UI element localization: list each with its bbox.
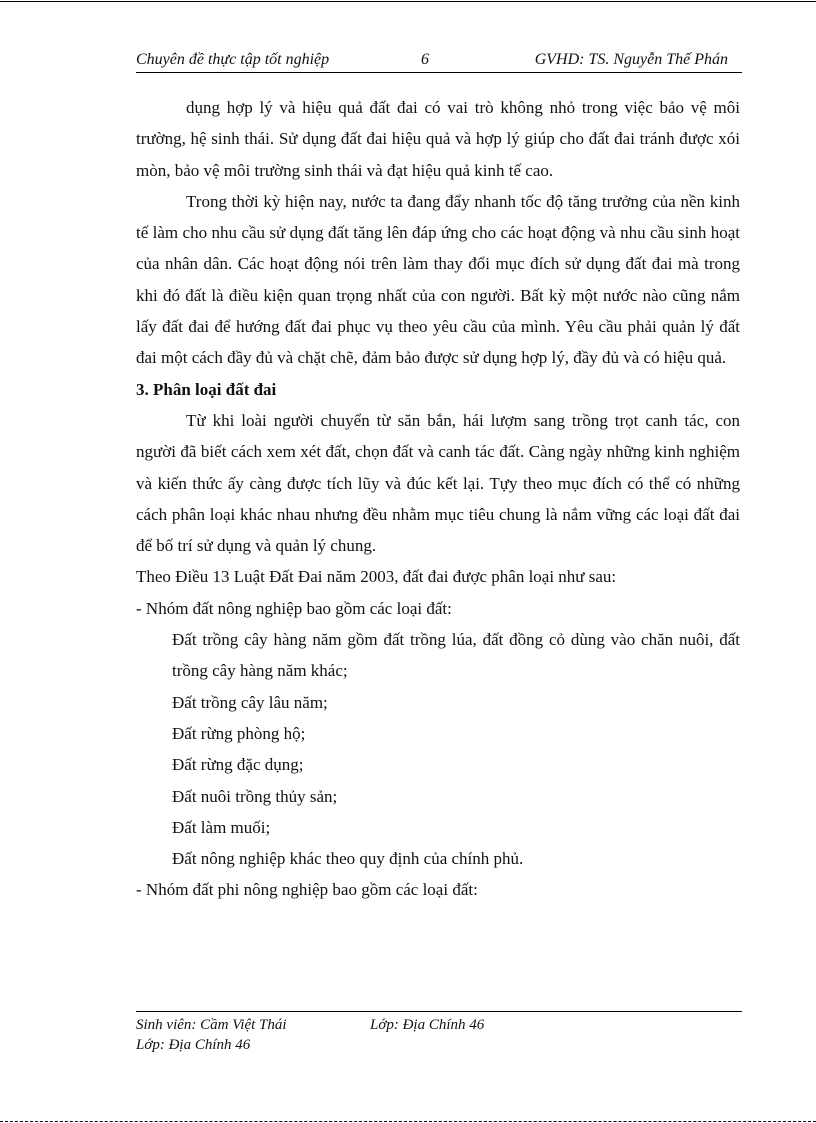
group-heading-non-agricultural: - Nhóm đất phi nông nghiệp bao gồm các loại đất: xyxy=(136,880,478,900)
footer-class: Lớp: Địa Chính 46 xyxy=(136,1037,251,1053)
footer-student: Sinh viên: Cầm Việt Thái xyxy=(136,1017,287,1033)
header-title: Chuyên đề thực tập tốt nghiệp xyxy=(136,51,330,68)
section-heading: 3. Phân loại đất đai xyxy=(136,379,277,399)
list-item: Đất nông nghiệp khác theo quy định của chính phủ. xyxy=(172,849,524,869)
paragraph-4: Theo Điều 13 Luật Đất Đai năm 2003, đất đai được phân loại như sau: xyxy=(136,567,617,587)
header-page-number: 6 xyxy=(421,51,429,68)
paragraph-3: Từ khi loài người chuyển từ săn bắn, hái lượm sang trồng trọt canh tác, con người đã biết cách xem xét đất, chọn đất và canh tác đất. Càng ngày những kinh nghiệm và kiến thức ấy càng được tích lũy và đúc kết lại. Tựy theo mục đích có thể có những cách phân loại khác nhau nhưng đều nhằm mục tiêu chung là nắm vững các loại đất đai để bố trí sử dụng và quản lý chung. xyxy=(136,410,740,556)
list-item: Đất trồng cây hàng năm gồm đất trồng lúa, đất đồng cỏ dùng vào chăn nuôi, đất trồng cây hàng năm khác; xyxy=(172,630,740,681)
list-item: Đất nuôi trồng thủy sản; xyxy=(172,786,338,806)
page-header xyxy=(136,50,742,73)
page-footer xyxy=(136,1011,742,1055)
list-item: Đất trồng cây lâu năm; xyxy=(172,692,328,712)
footer-class: Lớp: Địa Chính 46 xyxy=(370,1017,485,1033)
document-body xyxy=(136,92,740,906)
list-item: Đất rừng đặc dụng; xyxy=(172,755,304,775)
group-heading-agricultural: - Nhóm đất nông nghiệp bao gồm các loại đất: xyxy=(136,598,452,618)
page-top-border xyxy=(0,1,816,2)
paragraph-2: Trong thời kỳ hiện nay, nước ta đang đẩy nhanh tốc độ tăng trưởng của nền kinh tế làm cho nhu cầu sử dụng đất tăng lên đáp ứng cho các hoạt động và nhu cầu sinh hoạt của nhân dân. Các hoạt động nói trên làm thay đổi mục đích sử dụng đất đai mà trong khi đó đất là điều kiện quan trọng nhất của con người. Bất kỳ một nước nào cũng nắm lấy đất đai để hướng đất đai phục vụ theo yêu cầu của mình. Yêu cầu phải quản lý đất đai một cách đầy đủ và chặt chẽ, đảm bảo được sử dụng hợp lý, đầy đủ và có hiệu quả. xyxy=(136,191,740,368)
list-item: Đất rừng phòng hộ; xyxy=(172,723,306,743)
header-advisor: GVHD: TS. Nguyễn Thế Phán xyxy=(534,51,728,68)
paragraph-1: dụng hợp lý và hiệu quả đất đai có vai trò không nhỏ trong việc bảo vệ môi trường, hệ sinh thái. Sử dụng đất đai hiệu quả và hợp lý giúp cho đất đai tránh được xói mòn, bảo vệ môi trường sinh thái và đạt hiệu quả kinh tế cao. xyxy=(136,98,740,180)
list-item: Đất làm muối; xyxy=(172,817,271,837)
page-bottom-border xyxy=(0,1121,816,1122)
footer-row xyxy=(136,1015,742,1035)
footer-row xyxy=(136,1035,742,1055)
